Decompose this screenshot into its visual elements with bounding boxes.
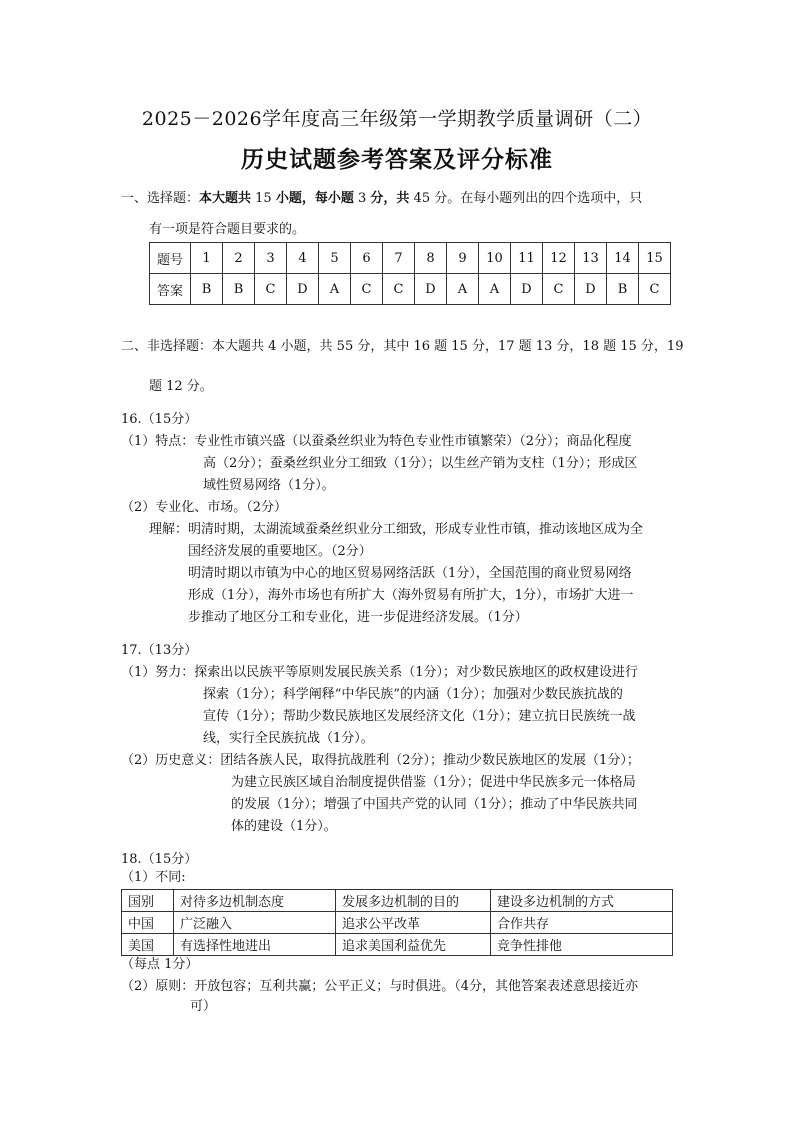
question-number-cell: 15 [639,243,671,274]
q16-heading: 16.（15分） [121,412,198,427]
q17-answer-1: （1）努力：探索出以民族平等原则发展民族关系（1分）；对少数民族地区的政权建设进行 [121,665,639,680]
answer-cell: B [607,274,639,305]
table-cell: 合作共存 [491,912,673,934]
q17-answer-1: 线，实行全民族抗战（1分）。 [203,731,374,746]
question-number-cell: 3 [255,243,287,274]
question-number-cell: 8 [415,243,447,274]
table-cell: 竞争性排他 [491,934,673,956]
answer-cell: A [479,274,511,305]
comparison-table [121,889,673,956]
answer-cell: C [383,274,415,305]
table-header-cell: 国别 [122,890,174,912]
answer-cell: C [543,274,575,305]
question-number-cell: 5 [319,243,351,274]
q18-answer-2: （2）原则：开放包容；互利共赢；公平正义；与时俱进。（4分，其他答案表述意思接近亦 [121,979,639,994]
q16-answer-1: 域性贸易网络（1分）。 [203,478,335,493]
q18-answer-1: （1）不同: [121,870,186,885]
question-number-cell: 9 [447,243,479,274]
q16-answer-1: 高（2分）；蚕桑丝织业分工细致（1分）；以生丝产销为支柱（1分）；形成区 [203,456,638,471]
question-number-cell: 1 [191,243,223,274]
table-cell: 中国 [122,912,174,934]
question-number-cell: 6 [351,243,383,274]
table-cell: 美国 [122,934,174,956]
answer-key-subtitle: 历史试题参考答案及评分标准 [241,146,553,173]
q17-answer-1: 探索（1分）；科学阐释“中华民族”的内涵（1分）；加强对少数民族抗战的 [203,687,623,702]
q17-answer-2: 体的建设（1分）。 [231,819,337,834]
answer-cell: C [639,274,671,305]
q17-answer-2: 为建立民族区域自治制度提供借鉴（1分）；促进中华民族多元一体格局 [231,775,636,790]
table-header-cell: 发展多边机制的目的 [336,890,491,912]
table-cell: 有选择性地进出 [174,934,336,956]
answer-cell: A [319,274,351,305]
question-number-cell: 7 [383,243,415,274]
question-number-cell: 11 [511,243,543,274]
q16-answer-2: 步推动了地区分工和专业化，进一步促进经济发展。（1分） [188,610,528,625]
answer-cell: B [223,274,255,305]
section2-line1: 二、非选择题：本大题共 4 小题，共 55 分，其中 16 题 15 分，17 题 13 分，18 题 15 分，19 [121,339,684,354]
question-number-cell: 4 [287,243,319,274]
answer-cell: D [511,274,543,305]
answer-cell: D [575,274,607,305]
answer-cell: C [255,274,287,305]
section1-line1: 一、选择题：本大题共 15 小题，每小题 3 分，共 45 分。在每小题列出的四个选项中，只 [121,191,643,206]
answer-cell: D [415,274,447,305]
q16-answer-2: 国经济发展的重要地区。（2分） [188,544,372,559]
q17-answer-1: 宣传（1分）；帮助少数民族地区发展经济文化（1分）；建立抗日民族统一战 [203,709,636,724]
table-cell: 追求美国利益优先 [336,934,491,956]
q17-heading: 17.（13分） [121,643,198,658]
answer-cell: A [447,274,479,305]
q16-answer-1: （1）特点：专业性市镇兴盛（以蚕桑丝织业为特色专业性市镇繁荣）（2分）；商品化程度 [121,434,632,449]
q17-answer-2: （2）历史意义：团结各族人民，取得抗战胜利（2分）；推动少数民族地区的发展（1分）； [121,753,640,768]
q16-answer-2: 理解：明清时期，太湖流域蚕桑丝织业分工细致，形成专业性市镇，推动该地区成为全 [149,522,644,537]
section2-line2: 题 12 分。 [149,379,213,394]
table-row [122,934,673,956]
q17-answer-2: 的发展（1分）；增强了中国共产党的认同（1分）；推动了中华民族共同 [231,797,638,812]
q18-heading: 18.（15分） [121,852,198,867]
question-number-cell: 13 [575,243,607,274]
q16-answer-2: 形成（1分），海外市场也有所扩大（海外贸易有所扩大，1分），市场扩大进一 [188,588,634,603]
answer-table-answer-row [150,274,671,305]
table-header-row [122,890,673,912]
q18-scoring-note: （每点 1分） [121,957,199,972]
table-cell: 广泛融入 [174,912,336,934]
answer-cell: D [287,274,319,305]
q18-answer-2: 可） [190,999,217,1014]
answer-table-number-row [150,243,671,274]
answer-table [149,242,671,305]
table-header-cell: 答案 [150,274,191,305]
q16-answer-2: 明清时期以市镇为中心的地区贸易网络活跃（1分），全国范围的商业贸易网络 [188,566,632,581]
section1-line2: 有一项是符合题目要求的。 [149,222,306,237]
exam-title: 2025－2026学年度高三年级第一学期教学质量调研（二） [141,108,653,130]
table-header-cell: 题号 [150,243,191,274]
question-number-cell: 12 [543,243,575,274]
question-number-cell: 2 [223,243,255,274]
table-row [122,912,673,934]
table-cell: 追求公平改革 [336,912,491,934]
answer-cell: B [191,274,223,305]
table-header-cell: 对待多边机制态度 [174,890,336,912]
answer-cell: C [351,274,383,305]
table-header-cell: 建设多边机制的方式 [491,890,673,912]
q16-answer-2: （2）专业化、市场。（2分） [121,500,288,515]
question-number-cell: 14 [607,243,639,274]
question-number-cell: 10 [479,243,511,274]
